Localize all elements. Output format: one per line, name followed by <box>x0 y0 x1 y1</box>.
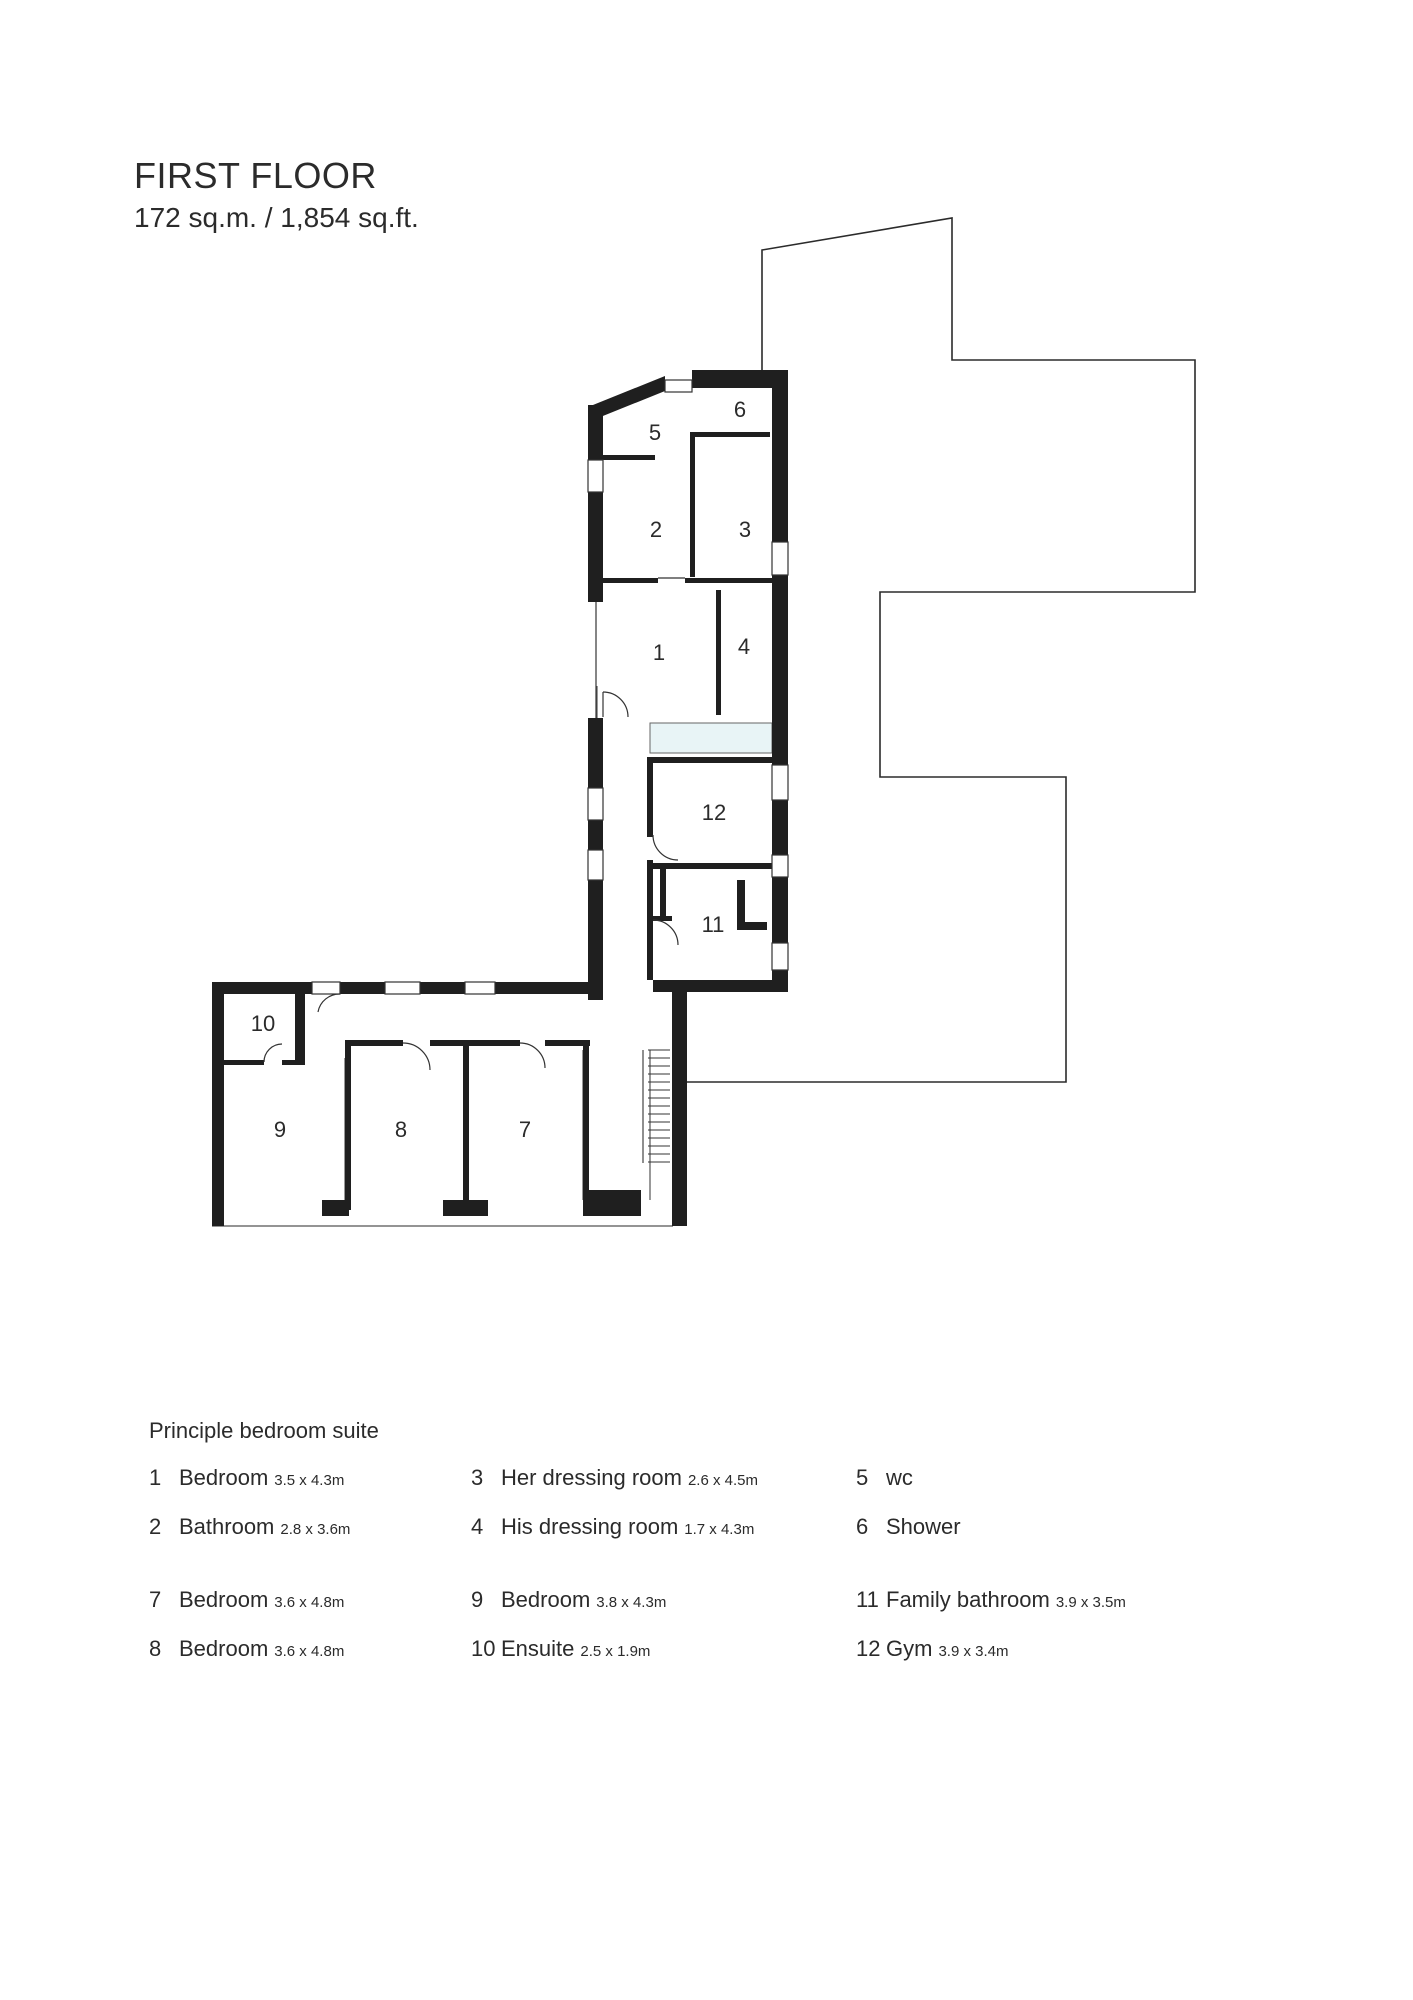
room-label-3: 3 <box>738 516 752 542</box>
floor-area: 172 sq.m. / 1,854 sq.ft. <box>134 202 419 233</box>
legend-heading: Principle bedroom suite <box>149 1418 379 1443</box>
room-label-4: 4 <box>737 633 751 659</box>
legend-item: 2 Bathroom 2.8 x 3.6m <box>149 1514 351 1539</box>
room-label-8: 8 <box>394 1116 408 1142</box>
door-swings <box>264 578 685 1070</box>
legend-item: 5 wc <box>856 1465 913 1490</box>
room-label-5: 5 <box>648 419 662 445</box>
room-label-6: 6 <box>733 396 747 422</box>
legend-item: 8 Bedroom 3.6 x 4.8m <box>149 1636 345 1661</box>
walls <box>212 370 788 1226</box>
staircase <box>643 1050 670 1163</box>
room-label-10: 10 <box>250 1010 276 1036</box>
room-label-11: 11 <box>701 911 725 937</box>
room-label-12: 12 <box>701 799 727 825</box>
legend-item: 10 Ensuite 2.5 x 1.9m <box>471 1636 651 1661</box>
room-label-2: 2 <box>649 516 663 542</box>
legend-item: 11 Family bathroom 3.9 x 3.5m <box>856 1587 1126 1612</box>
light-walls <box>212 686 673 1226</box>
room-label-1: 1 <box>652 639 666 665</box>
suite-legend <box>149 1464 1269 1544</box>
room-label-7: 7 <box>518 1116 532 1142</box>
terrace-outline <box>685 218 1195 1082</box>
legend-item: 3 Her dressing room 2.6 x 4.5m <box>471 1465 758 1490</box>
glazed-strip <box>650 723 772 753</box>
legend-item: 6 Shower <box>856 1514 961 1539</box>
room-legend <box>149 1418 1269 1708</box>
room-label-9: 9 <box>273 1116 287 1142</box>
legend-item: 9 Bedroom 3.8 x 4.3m <box>471 1587 667 1612</box>
legend-item: 7 Bedroom 3.6 x 4.8m <box>149 1587 345 1612</box>
legend-item: 12 Gym 3.9 x 3.4m <box>856 1636 1009 1661</box>
legend-item: 4 His dressing room 1.7 x 4.3m <box>471 1514 755 1539</box>
bedrooms-legend <box>149 1586 1269 1666</box>
floor-title: FIRST FLOOR <box>134 155 377 196</box>
legend-item: 1 Bedroom 3.5 x 4.3m <box>149 1465 345 1490</box>
